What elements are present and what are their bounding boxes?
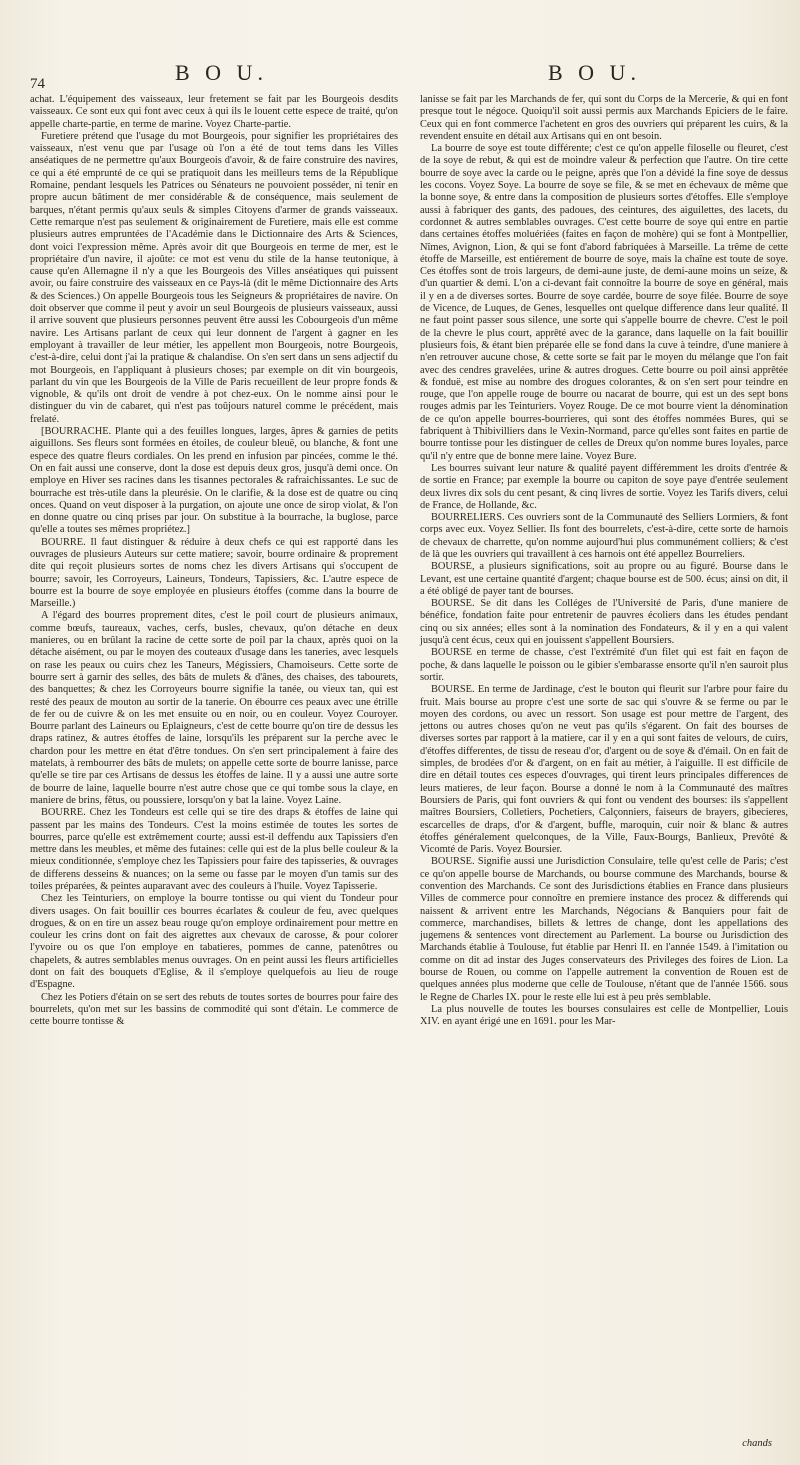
right-paragraph: BOURSE. En terme de Jardinage, c'est le bouton qui fleurit sur l'arbre pour faire du fruit. Mais bourse au propre c'est une sorte de sac qui s'ouvre & se ferme ou par le moyen des cordons, ou avec un ressort. Son usage est pour mettre de l'argent, des jettons ou autres choses qu'on ne veut pas qu'ils s'égarent. On fait des bourses de diverses sortes par rapport à la matiere, car il y en a qui sont faites de velours, de cuirs, d'étoffes differentes, de tissu de reseau d'or, d'argent ou de soye & d'émail. On en fait de simples, de brodées d'or & d'argent, on en fait au métier, à l'aiguille. Il est difficile de dire en détail toutes ces especes d'ouvrages, qui tirent leurs principales differences de leurs matieres, de leur façon. Bourse a donné le nom à la Communauté des maîtres Boursiers de Paris, qui font ouvriers & qui font ou vendent des bourses: ils s'appellent maîtres Boursiers, Colletiers, Pochetiers, Calçonniers, faiseurs de brayers, gibecieres, escarcelles de draps, d'or & d'argent, buffle, maroquin, cuir noir & blanc & autres étoffes généralement quelconques, de la Ville, Faux-Bourgs, Banlieux, Prevôté & Vicomté de Paris. Voyez Boursier.	[420, 684, 788, 856]
right-paragraph: La plus nouvelle de toutes les bourses consulaires est celle de Montpellier, Louis XIV. en ayant érigé une en 1691. pour les Mar-	[420, 1003, 788, 1028]
right-paragraph: BOURSE en terme de chasse, c'est l'extrémité d'un filet qui est fait en façon de poche, & dans laquelle le poisson ou le gibier s'embarasse ensorte qu'il n'en sauroit plus sortir.	[420, 647, 788, 683]
page-number: 74	[30, 76, 45, 92]
page-header	[0, 60, 800, 90]
running-head-right: B O U.	[548, 60, 641, 85]
right-paragraph: BOURSE, a plusieurs significations, soit au propre ou au figuré. Bourse dans le Levant, est une certaine quantité d'argent; chaque bourse est de 500. écus; ainsi on dit, il a été obligé de payer tant de bourses.	[420, 561, 788, 597]
left-column	[30, 94, 398, 1029]
right-paragraph: BOURSE. Se dit dans les Colléges de l'Université de Paris, d'une maniere de bénéfice, fondation faite pour entretenir de pauvres écoliers dans les études pendant cinq ou six années; elles sont à la nomination des Fondateurs, & il y en a qui valent jusqu'à cent écus, ceux qui en jouissent s'appellent Boursiers.	[420, 598, 788, 647]
right-paragraph: La bourre de soye est toute différente; c'est ce qu'on appelle filoselle ou fleuret, c'est de la soye de rebut, & qui est de moindre valeur & perfection que l'autre. On tire cette bourre de soye avec la carde ou le peigne, après que l'on a dévidé la fine soye de dessus les cocons. Voyez Soye. La bourre de soye se file, & se met en échevaux de même que la bonne soye, & entre dans la composition de plusieurs sortes d'étoffes. Elle s'employe aussi à fabriquer des gants, des padoues, des ceintures, des aiguilettes, des lacets, du cordonnet & autres semblables ouvrages. C'est cette bourre de soye qui entre en partie dans certaines étoffes moluériées (faites en façon de mohère) qui se font à Montpellier, Nîmes, Avignon, Lion, & qui se font d'abord fabriquées à Marseille. La trême de cette étoffe de Marseille, est entiérement de bourre de soye, mais la chaîne est toute de soye. Ces étoffes sont de trois largeurs, de demi-aune juste, de demi-aune moins un seize, & d'un quartier & demi. L'on a ci-devant fait connoître la bourre de soye en général, mais il y en a de diverses sortes. Bourre de soye cardée, bourre de soye filée. Bourre de soye de Vicence, de Luques, de Genes, lesquelles ont quelque difference dans leur qualité. Il ne faut point passer sous silence, une sorte qui s'appelle bourre de chevre. C'est le poil de la chevre le plus court, apprêté avec de la garance, dans laquelle on la fait bouillir plusieurs fois, & étant bien préparée elle se fond dans la cuve à teindre, d'une maniere à n'en retrouver aucune chose, & cette sorte se fait par le moyen du mélange que l'on fait avec des cendres gravelées, urine & autres drogues. Cette bourre ou poil ainsi apprêtée & fonduë, est mise au nombre des drogues colorantes, & on s'en sert pour teindre en rouge, que l'on appelle rouge de bourre ou nacarat de bourre, qui est un des sept bons rouges admis par les Teinturiers. Voyez Rouge. De ce mot bourre vient la dénomination de ce qu'on appelle bourres-bourrieres, qui sont des étoffes nommées Bures, qui se fabriquent à Thibivilliers dans le Vexin-Normand, parce qu'elles sont faites en partie de bourre tontisse pour les distinguer de celles de Dreux qu'on nomme bures loyales, parce qu'il n'y entre que de bonne mere laine. Voyez Bure.	[420, 143, 788, 462]
left-paragraph: BOURRE. Il faut distinguer & réduire à deux chefs ce qui est rapporté dans les ouvrages de plusieurs Auteurs sur cette matiere; savoir, bourre ordinaire & proprement dite qui reçoit plusieurs sortes de noms chez les divers Artisans qui s'occupent de bourre; savoir, les Corroyeurs, Laineurs, Tondeurs, Tapissiers, &c. L'autre espece de bourre est la bourre de soye employée en plusieurs étoffes (comme dans la bourre de Marseille.)	[30, 536, 398, 610]
right-paragraph: Les bourres suivant leur nature & qualité payent différemment les droits d'entrée & de sortie en France; par exemple la bourre ou capiton de soye paye d'entrée seulement deux livres dix sols du cent pesant, & cinq livres de sortie. Voyez les Tarifs divers, celui de France, de Hollande, &c.	[420, 462, 788, 511]
left-paragraph: Chez les Teinturiers, on employe la bourre tontisse ou qui vient du Tondeur pour divers usages. On fait bouillir ces bourres écarlates & couleur de feu, avec quelques drogues, & on en tire un assez beau rouge qu'on employe ordinairement pour mettre en couleur les crins dont on fait des aigrettes aux chevaux de carosse, & pour colorer l'yvoire ou os que l'on employe en tabatieres, pommes de canne, patenôtres ou chapelets, & autres semblables menus ouvrages. On en peint aussi les fleurs artificielles dont on fait des bouquets d'Eglise, & il s'employe quelquefois au lieu de rouge d'Espagne.	[30, 893, 398, 991]
right-paragraph: BOURRELIERS. Ces ouvriers sont de la Communauté des Selliers Lormiers, & font corps avec eux. Voyez Sellier. Ils font des bourrelets, c'est-à-dire, cette sorte de harnois de chevaux de charrette, qu'on nomme aujourd'hui plus communément colliers; & c'est de là que les ouvriers qui travaillent à ces harnois ont été appellez Bourreliers.	[420, 512, 788, 560]
left-paragraph: achat. L'équipement des vaisseaux, leur fretement se fait par les Bourgeois desdits vaisseaux. Ce sont eux qui font avec ceux à qui ils le louent cette espece de traité, qu'on appelle charte-partie, en terme de marine. Voyez Charte-partie.	[30, 94, 398, 130]
right-column	[420, 94, 788, 1029]
left-paragraph: BOURRE. Chez les Tondeurs est celle qui se tire des draps & étoffes de laine qui passent par les mains des Tondeurs. C'est la moins estimée de toutes les sortes de bourres, parce qu'elle est extrêmement courte; aussi est-il deffendu aux Tapissiers d'en mettre dans les meubles, et même des futaines: celle qui est de la plus belle couleur & la mieux conditionnée, s'employe chez les Tapissiers pour faire des tapisseries, & ouvrages de differens desseins & nuances; on la seme ou fasse par le moyen d'un tamis sur des toiles préparées, & peintes auparavant avec des couleurs à l'huile. Voyez Tapisserie.	[30, 807, 398, 892]
catchword: chands	[742, 1438, 772, 1449]
left-paragraph: A l'égard des bourres proprement dites, c'est le poil court de plusieurs animaux, comme bœufs, taureaux, vaches, cerfs, busles, chevaux, qu'on détache en deux manieres, ou en brûlant la racine de cette sorte de poil par la chaux, après quoi on la détache aisément, ou par le moyen des couteaux d'usage dans les taneries, avec lesquels on rase les peaux ou cuirs chez les Taneurs, Mégissiers, Chamoiseurs. Cette sorte de bourre sert à garnir des selles, des bâts de mulets & d'ânes, des chaises, des tabourets, des banquettes; & chez les Corroyeurs bourre signifie la tanée, ou vieux tan, qui est resté des peaux de mouton au sortir de la tanerie. On ébourre ces peaux avec une étrille de fer ou de cuivre & on les met ensuite ou en noir, ou en couleur. Voyez Couroyer. Bourre parlant des Laineurs ou Eplaigneurs, c'est de cette bourre qu'on tire de dessus les draps ratinez, & autres étoffes de laine, lorsqu'ils les préparent sur la perche avec le chardon pour les mettre en état d'être tondues. On s'en sert principalement à faire des matelats, à rembourrer des bâts de mulets; on appelle cette sorte de bourre lanisse, parce qu'elle se tire par ces Artisans de dessus les étoffes de laine. Il y a aussi une autre sorte de bourre de laine, laquelle bourre n'est autre chose que ce qui tombe sous la claye, en maniere de brins, fêtus, ou poussiere, lorsqu'on y bat la laine. Voyez Laine.	[30, 610, 398, 806]
left-paragraph: [BOURRACHE. Plante qui a des feuilles longues, larges, âpres & garnies de petits aiguillons. Ses fleurs sont formées en étoiles, de couleur bleuë, ou blanche, & font une espece des quatre fleurs cordiales. On les prend en infusion par pincées, comme le thé. On en fait aussi une conserve, dont la dose est depuis deux gros, jusqu'à demi once. On employe en Hiver ses racines dans les tisannes pectorales & rafraichissantes. Le suc de bourrache est très-utile dans la pleurésie. On le clarifie, & la dose est de quatre ou cinq onces. Quand on veut disposer à la purgation, on ajoute une once de sirop violat, & l'on en donne quatre ou cinq prises par jour. On substitue à la bourrache, la buglose, parce qu'elle a toutes ses mêmes propriétez.]	[30, 426, 398, 536]
right-paragraph: BOURSE. Signifie aussi une Jurisdiction Consulaire, telle qu'est celle de Paris; c'est ce qu'on appelle bourse de Marchands, ou bourse commune des Marchands, bourse & convention des Marchands. Ce sont des Jurisdictions établies en France dans plusieurs Villes de commerce pour connoître en premiere instance des procez & differends qui naissent & arrivent entre les Marchands, Négocians & Banquiers pour fait de commerce, marchandises, billets & lettres de change, dont les appellations des jugemens & sentences vont directement au Parlement. La bourse ou Jurisdiction des Marchands établie à Toulouse, fut établie par Henri II. en l'année 1549. à l'imitation ou comme on dit ad instar des Juges conservateurs des Privileges des foires de Lion. La bourse de Rouen, ou comme on l'appelle autrement la convention de Rouen est de quelques années plus moderne que celle de Toulouse, n'étant que de l'année 1566. sous le Regne de Charles IX. pour le reste elle lui est à peu près semblable.	[420, 856, 788, 1003]
left-paragraph: Furetiere prétend que l'usage du mot Bourgeois, pour signifier les propriétaires des vaisseaux, n'est venu que par l'usage où l'on a été de tout tems dans les Villes anséatiques de ne permettre qu'aux Bourgeois d'avoir, & de faire construire des navires, ce qui a été emprunté de ce qui se pratiquoit dans les meilleurs tems de la République Romaine, pendant lesquels les Patrices ou Sénateurs ne pouvoient posséder, ni tenir en propre aucun bâtiment de mer considérable & de conséquence, mais seulement de barques, n'étant permis qu'aux seuls & simples Citoyens d'armer de grands vaisseaux. Cette remarque n'est pas seulement & originairement de Furetiere, mais elle est comme plusieurs autres empruntées de l'Académie dans le Dictionnaire des Arts & Sciences, dont voici l'expression même. Après avoir dit que Bourgeois en terme de mer, est le propriétaire d'un navire, il ajoûte: ce mot est venu du stile de la hanse teutonique, à cause qu'en Allemagne il n'y a que les Bourgeois des Villes anséatiques qui puissent avoir, ou faire construire des vaisseaux en ce Pays-là (dit le même Dictionnaire des Arts & des Sciences.) On appelle Bourgeois tous les Seigneurs & propriétaires de navire. On doit observer que comme il peut y avoir un seul Bourgeois de plusieurs vaisseaux, aussi il arrive souvent que plusieurs personnes peuvent être aussi les Cobourgeois d'un même navire. Les Artisans parlant de ceux qui leur donnent de l'argent à gagner en les employant à travailler de leur métier, les appellent mon Bourgeois, notre Bourgeois, c'est-à-dire, celui dont j'ai la pratique & chalandise. On s'en sert dans un sens adjectif du mot Bourgeois, en l'appliquant à plusieurs choses; par exemple on dit vin bourgeois, parlant du vin que les Bourgeois de la Ville de Paris recueillent de leur propre fonds & vignoble, & qu'ils ont droit de vendre à pot chez-eux. On le nomme ainsi pour le distinguer du vin de cabaret, qui n'est pas toûjours naturel comme le précédent, mais frelaté.	[30, 130, 398, 425]
right-paragraph: lanisse se fait par les Marchands de fer, qui sont du Corps de la Mercerie, & qui en font presque tout le négoce. Quoiqu'il soit aussi permis aux Marchands Epiciers de le faire. Ceux qui en font commerce l'achetent en gros des ouvriers qui préparent les cuirs, & la revendent ensuite en détail aux Artisans qui en ont besoin.	[420, 94, 788, 142]
left-paragraph: Chez les Potiers d'étain on se sert des rebuts de toutes sortes de bourres pour faire des bourrelets, qu'on met sur les bassins de commodité qui sont d'étain. Le commerce de cette bourre tontisse &	[30, 991, 398, 1028]
running-head-left: B O U.	[175, 60, 268, 85]
